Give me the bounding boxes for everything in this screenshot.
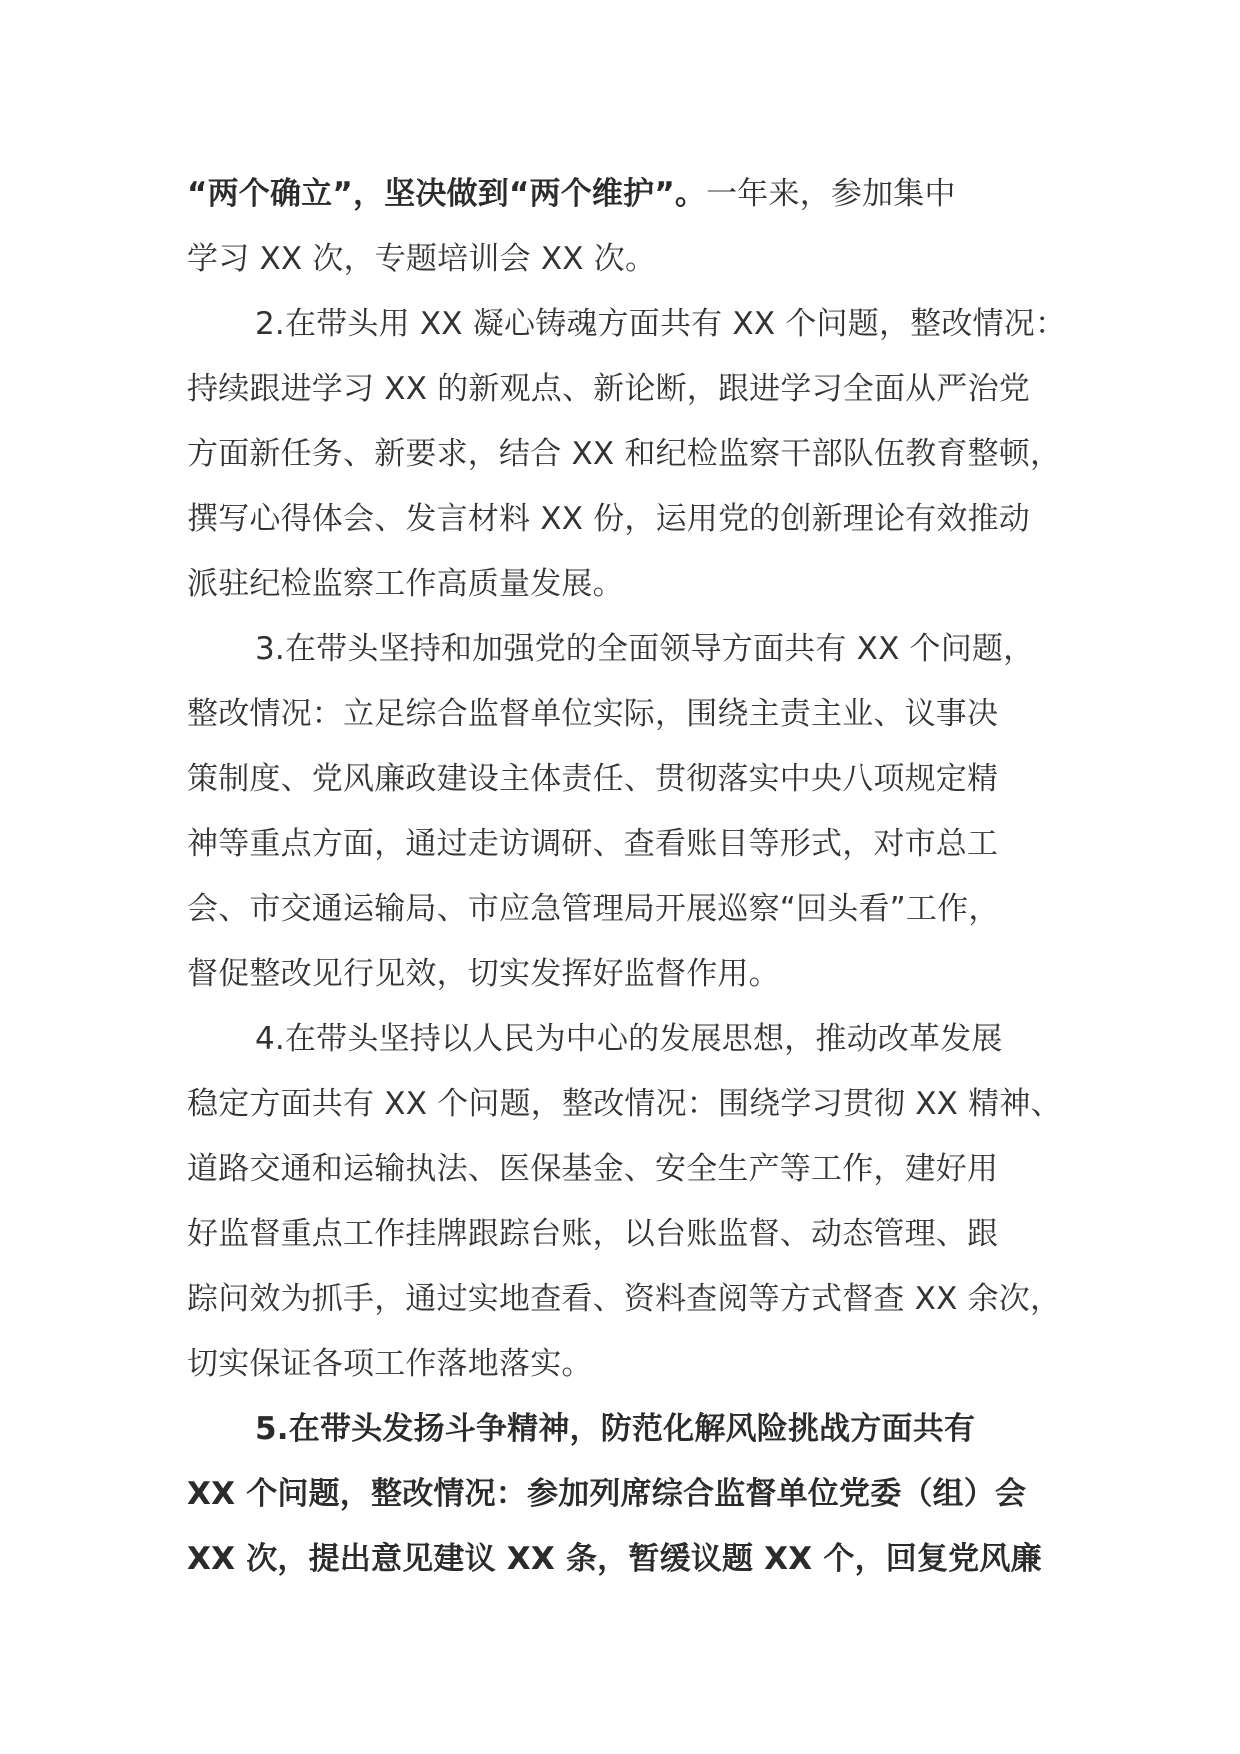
text-line: 撰写心得体会、发言材料 XX 份，运用党的创新理论有效推动 — [187, 501, 1030, 537]
text-line: 好监督重点工作挂牌跟踪台账，以台账监督、动态管理、跟 — [187, 1216, 999, 1252]
normal-text: 一年来，参加集中 — [706, 176, 956, 212]
paragraph-5-start: 5.在带头发扬斗争精神，防范化解风险挑战方面共有 — [255, 1411, 976, 1447]
paragraph-4-start: 4.在带头坚持以人民为中心的发展思想，推动改革发展 — [255, 1021, 1003, 1057]
text-line — [187, 162, 1087, 227]
text-line: 督促整改见行见效，切实发挥好监督作用。 — [187, 956, 780, 992]
paragraph-3-start: 3.在带头坚持和加强党的全面领导方面共有 XX 个问题， — [255, 631, 1035, 667]
text-line: XX 次，提出意见建议 XX 条，暂缓议题 XX 个，回复党风廉 — [187, 1541, 1042, 1577]
paragraph-2-start: 2.在带头用 XX 凝心铸魂方面共有 XX 个问题，整改情况： — [255, 306, 1067, 342]
text-line: 切实保证各项工作落地落实。 — [187, 1346, 593, 1382]
text-line: 方面新任务、新要求，结合 XX 和纪检监察干部队伍教育整顿， — [187, 436, 1062, 472]
text-line: 学习 XX 次，专题培训会 XX 次。 — [187, 241, 657, 277]
text-line: XX 个问题，整改情况：参加列席综合监督单位党委（组）会 — [187, 1476, 1027, 1512]
bold-text: “两个确立”，坚决做到“两个维护”。 — [187, 176, 707, 212]
text-line: 持续跟进学习 XX 的新观点、新论断，跟进学习全面从严治党 — [187, 371, 1030, 407]
text-line: 派驻纪检监察工作高质量发展。 — [187, 566, 624, 602]
text-line: 整改情况：立足综合监督单位实际，围绕主责主业、议事决 — [187, 696, 999, 732]
document-body — [187, 162, 1087, 1592]
text-line: 稳定方面共有 XX 个问题，整改情况：围绕学习贯彻 XX 精神、 — [187, 1086, 1062, 1122]
text-line: 会、市交通运输局、市应急管理局开展巡察“回头看”工作， — [187, 891, 1000, 927]
text-line: 策制度、党风廉政建设主体责任、贯彻落实中央八项规定精 — [187, 761, 999, 797]
text-line: 神等重点方面，通过走访调研、查看账目等形式，对市总工 — [187, 826, 999, 862]
text-line: 踪问效为抓手，通过实地查看、资料查阅等方式督查 XX 余次， — [187, 1281, 1062, 1317]
text-line: 道路交通和运输执法、医保基金、安全生产等工作，建好用 — [187, 1151, 999, 1187]
